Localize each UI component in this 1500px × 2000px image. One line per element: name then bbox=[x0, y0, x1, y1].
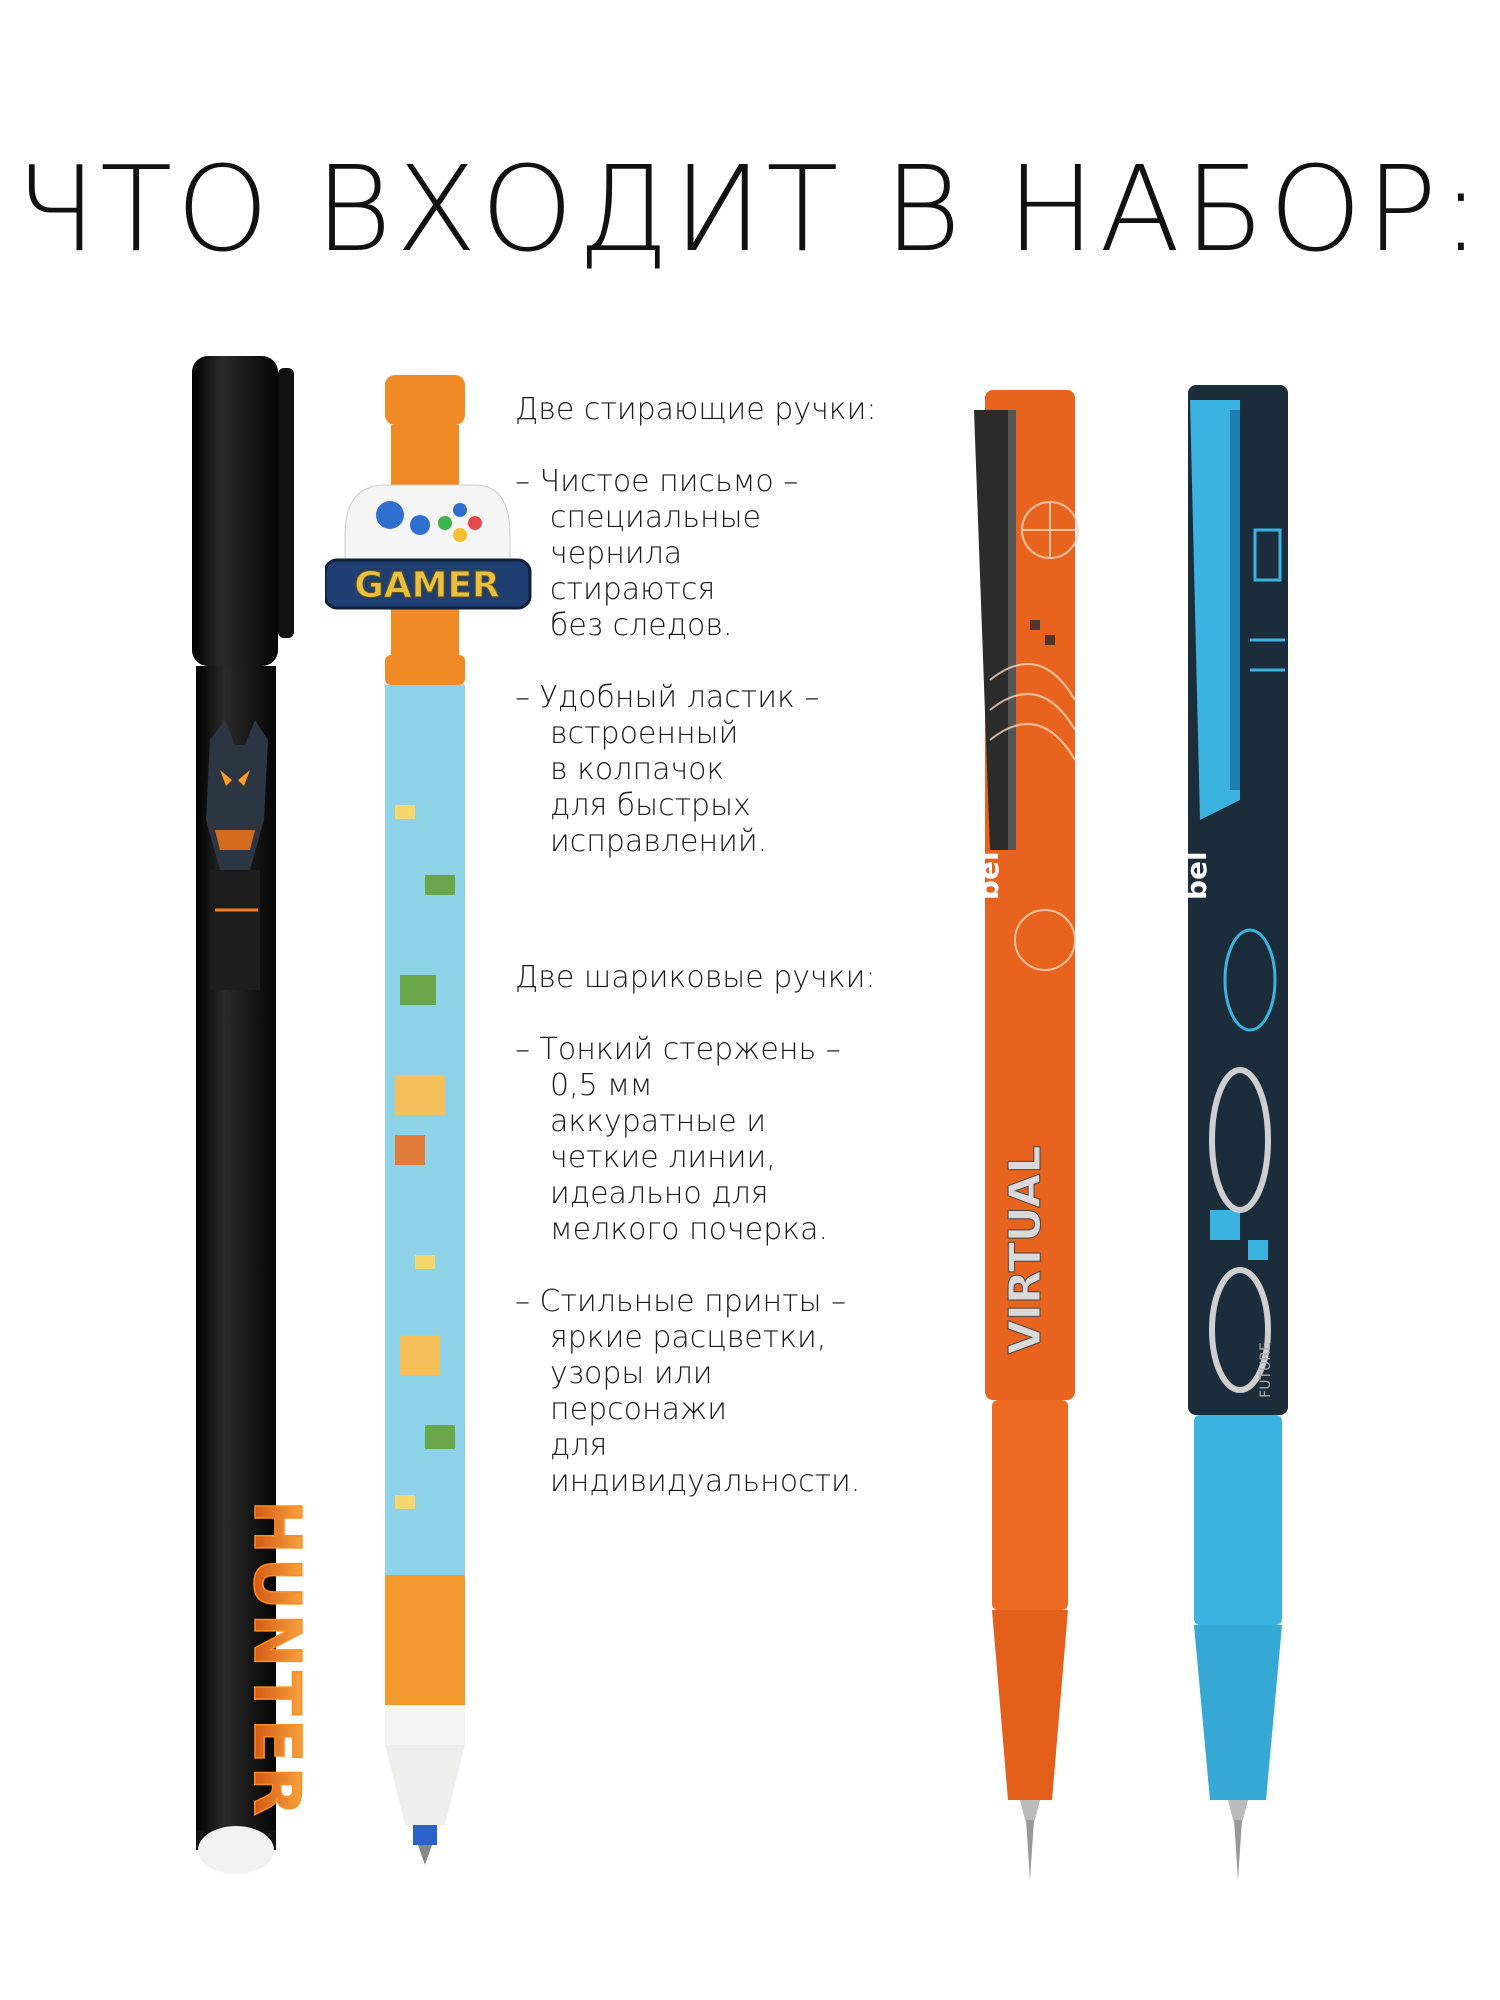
bullet-line: чернила bbox=[550, 536, 683, 571]
orange-ballpoint-pen bbox=[960, 380, 1100, 1900]
bullet-lead: – Стильные принты – bbox=[515, 1284, 847, 1319]
bullet-lead: – Удобный ластик – bbox=[515, 680, 820, 715]
bullet-line: для быстрых bbox=[550, 788, 751, 823]
bullet-line: четкие линии, bbox=[550, 1140, 776, 1175]
page-title: ЧТО ВХОДИТ В НАБОР: bbox=[15, 140, 1485, 278]
orange-print-text: VIRTUAL bbox=[1000, 1145, 1051, 1355]
bullet-line: стираются bbox=[550, 572, 716, 607]
erasable-bullet-1 bbox=[515, 464, 955, 644]
bullet-line: индивидуальности. bbox=[550, 1464, 861, 1499]
bullet-line: специальные bbox=[550, 500, 762, 535]
blue-ballpoint-pen bbox=[1170, 380, 1310, 1900]
hunter-pen bbox=[180, 350, 330, 1890]
bullet-line: в колпачок bbox=[550, 752, 725, 787]
orange-brand-text: bel bbox=[972, 851, 1005, 900]
bullet-line: без следов. bbox=[550, 608, 733, 643]
ballpoint-heading: Две шариковые ручки: bbox=[515, 960, 876, 995]
bullet-lead: – Тонкий стержень – bbox=[515, 1032, 841, 1067]
bullet-lead: – Чистое письмо – bbox=[515, 464, 799, 499]
blue-brand-text: bel bbox=[1180, 851, 1213, 900]
bullet-line: исправлений. bbox=[550, 824, 768, 859]
gamer-controller-topper bbox=[325, 485, 530, 608]
bullet-line: встроенный bbox=[550, 716, 739, 751]
erasable-heading: Две стирающие ручки: bbox=[515, 392, 877, 427]
blue-print-text: FUTURE bbox=[1258, 1342, 1274, 1398]
bullet-line: идеально для bbox=[550, 1176, 769, 1211]
erasable-bullet-2 bbox=[515, 680, 955, 860]
bullet-line: для bbox=[550, 1428, 608, 1463]
ballpoint-bullet-1 bbox=[515, 1032, 955, 1248]
bullet-line: узоры или bbox=[550, 1356, 713, 1391]
bullet-line: мелкого почерка. bbox=[550, 1212, 828, 1247]
description-block bbox=[515, 392, 955, 1500]
bullet-line: 0,5 мм bbox=[550, 1068, 653, 1103]
gamer-badge-text: GAMER bbox=[354, 565, 500, 606]
ballpoint-bullet-2 bbox=[515, 1284, 955, 1500]
bullet-line: аккуратные и bbox=[550, 1104, 766, 1139]
bullet-line: персонажи bbox=[550, 1392, 727, 1427]
bullet-line: яркие расцветки, bbox=[550, 1320, 827, 1355]
gamer-pen bbox=[325, 375, 535, 1875]
hunter-print-text: HUNTER bbox=[239, 1500, 313, 1820]
